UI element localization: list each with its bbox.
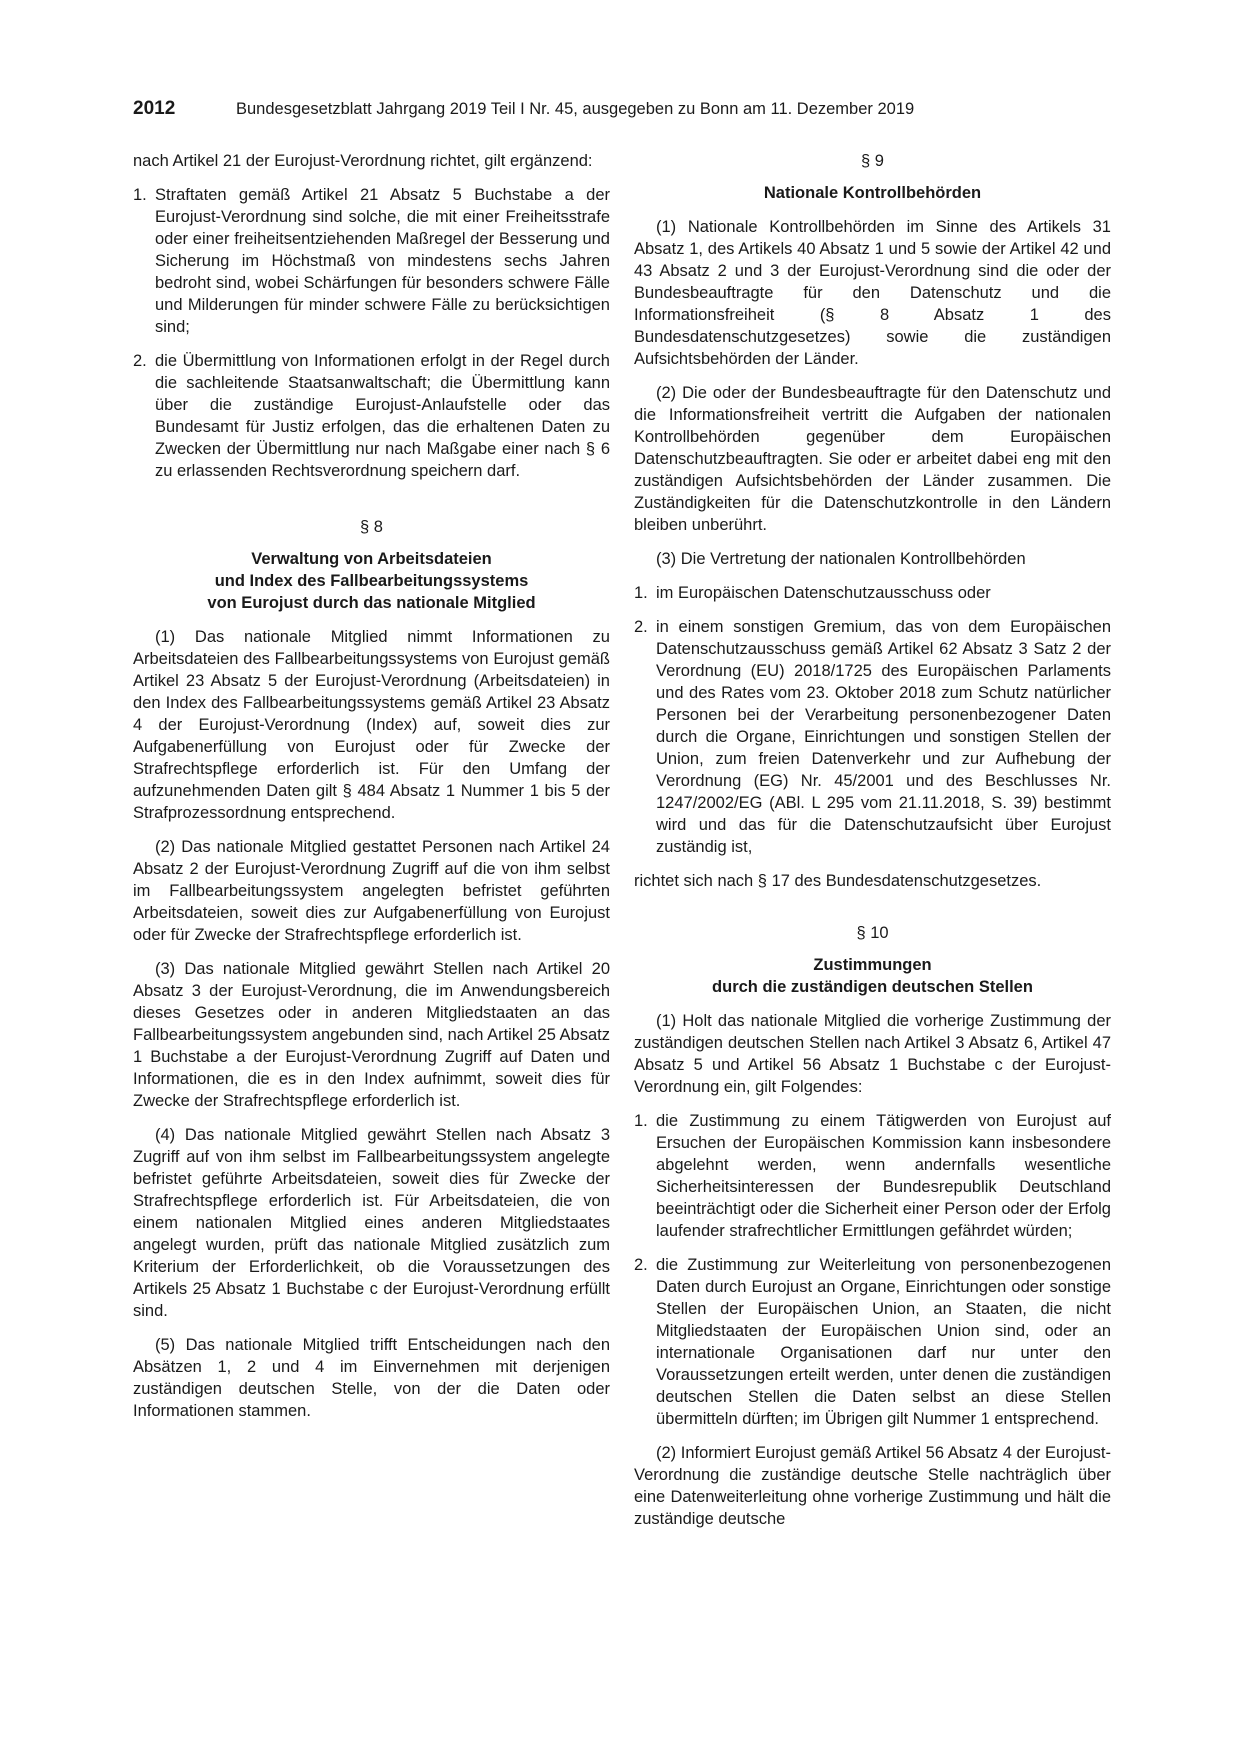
list-item-text: die Übermittlung von Informationen erfolgt in der Regel durch die sachleitende Staatsanwaltschaft; die Übermittlung kann über die zuständige Eurojust-Anlaufstelle oder das Bundesamt für Justiz erfolgen, das die erhaltenen Daten zu Zwecken der Übermittlung nur nach Maßgabe einer nach § 6 zu erlassenden Rechtsverordnung speichern darf.: [155, 352, 610, 480]
numbered-list: [133, 184, 610, 482]
list-item: [133, 184, 610, 338]
list-item-number: 2.: [634, 1256, 648, 1274]
paragraph: (4) Das nationale Mitglied gewährt Stellen nach Absatz 3 Zugriff auf von ihm selbst im Fallbearbeitungssystem angelegte befristet geführte Arbeitsdateien, soweit dies für Zwecke der Strafrechtspflege erforderlich ist. Für Arbeitsdateien, die von einem nationalen Mitglied eines anderen Mitgliedstaates angelegt wurden, prüft das nationale Mitglied zusätzlich zum Kriterium der Erforderlichkeit, ob die Voraussetzungen des Artikels 25 Absatz 1 Buchstabe c der Eurojust-Verordnung erfüllt sind.: [133, 1126, 610, 1320]
paragraph: (2) Die oder der Bundesbeauftragte für den Datenschutz und die Informationsfreiheit vertritt die Aufgaben der nationalen Kontrollbehörden gegenüber dem Europäischen Datenschutzbeauftragten. Sie oder er arbeitet dabei eng mit den zuständigen Aufsichtsbehörden der Länder zusammen. Die Zuständigkeiten für die Datenschutzkontrolle in den Ländern bleiben unberührt.: [634, 384, 1111, 534]
list-item: [133, 350, 610, 482]
right-column: [634, 150, 1111, 1542]
section-number-9: § 9: [861, 152, 884, 170]
paragraph: (3) Die Vertretung der nationalen Kontrollbehörden: [656, 550, 1026, 568]
list-item: [634, 1110, 1111, 1242]
page-header: [133, 98, 1108, 120]
section-title-line: von Eurojust durch das nationale Mitglied: [207, 594, 536, 612]
paragraph: (2) Das nationale Mitglied gestattet Personen nach Artikel 24 Absatz 2 der Eurojust-Verordnung Zugriff auf die von ihm selbst im Fallbearbeitungssystem angelegten befristet geführten Arbeitsdateien, soweit dies zur Aufgabenerfüllung von Eurojust oder für Zwecke der Strafrechtspflege erforderlich ist.: [133, 838, 610, 944]
list-item-text: in einem sonstigen Gremium, das von dem Europäischen Datenschutzausschuss gemäß Artikel 62 Absatz 3 Satz 2 der Verordnung (EU) 2018/1725 des Europäischen Parlaments und des Rates vom 23. Oktober 2018 zum Schutz natürlicher Personen bei der Verarbeitung personenbezogener Daten durch die Organe, Einrichtungen und sonstigen Stellen der Union, zum freien Datenverkehr und zur Aufhebung der Verordnung (EG) Nr. 45/2001 und des Beschlusses Nr. 1247/2002/EG (ABl. L 295 vom 21.11.2018, S. 39) bestimmt wird und das für die Datenschutzaufsicht über Eurojust zuständig ist,: [656, 618, 1111, 856]
section-title-line: Verwaltung von Arbeitsdateien: [251, 550, 492, 568]
list-item: [634, 582, 1111, 604]
list-item-number: 1.: [634, 584, 648, 602]
numbered-list: [634, 582, 1111, 858]
list-item-number: 2.: [634, 618, 648, 636]
list-item-text: die Zustimmung zu einem Tätigwerden von Eurojust auf Ersuchen der Europäischen Kommission kann insbesondere abgelehnt werden, wenn andernfalls wesentliche Sicherheitsinteressen der Bundesrepublik Deutschland beeinträchtigt oder die Sicherheit einer Person oder der Erfolg laufender strafrechtlicher Ermittlungen gefährdet würden;: [656, 1112, 1111, 1240]
list-item-number: 1.: [634, 1112, 648, 1130]
left-column: [133, 150, 610, 1434]
list-item: [634, 616, 1111, 858]
list-item-number: 2.: [133, 352, 147, 370]
paragraph: richtet sich nach § 17 des Bundesdatenschutzgesetzes.: [634, 872, 1042, 890]
section-title-line: Zustimmungen: [813, 956, 932, 974]
paragraph: (3) Das nationale Mitglied gewährt Stellen nach Artikel 20 Absatz 3 der Eurojust-Verordnung, die im Anwendungsbereich dieses Gesetzes oder in anderen Mitgliedstaaten an das Fallbearbeitungssystem angebunden sind, nach Artikel 25 Absatz 1 Buchstabe a der Eurojust-Verordnung Zugriff auf Daten und Informationen, die es in den Index aufnimmt, soweit dies für Zwecke der Strafrechtspflege erforderlich ist.: [133, 960, 610, 1110]
list-item: [634, 1254, 1111, 1430]
list-item-text: Straftaten gemäß Artikel 21 Absatz 5 Buchstabe a der Eurojust-Verordnung sind solche, die mit einer Freiheitsstrafe oder einer freiheitsentziehenden Maßregel der Besserung und Sicherung im Höchstmaß von mindestens sechs Jahren bedroht sind, wobei Schärfungen für besonders schwere Fälle und Milderungen für minder schwere Fälle zu berücksichtigen sind;: [155, 186, 610, 336]
page-number: 2012: [133, 98, 176, 119]
list-item-text: die Zustimmung zur Weiterleitung von personenbezogenen Daten durch Eurojust an Organe, Einrichtungen oder sonstige Stellen der Europäischen Union, an Staaten, die nicht Mitgliedstaaten der Europäischen Union sind, oder an internationale Organisationen darf nur unter den Voraussetzungen erteilt werden, unter denen die zuständigen deutschen Stellen die Daten selbst an diese Stellen übermitteln dürften; im Übrigen gilt Nummer 1 entsprechend.: [656, 1256, 1111, 1428]
paragraph: (1) Holt das nationale Mitglied die vorherige Zustimmung der zuständigen deutschen Stellen nach Artikel 3 Absatz 6, Artikel 47 Absatz 5 und Artikel 56 Absatz 1 Buchstabe c der Eurojust-Verordnung ein, gilt Folgendes:: [634, 1012, 1111, 1096]
paragraph: (1) Das nationale Mitglied nimmt Informationen zu Arbeitsdateien des Fallbearbeitungssystems von Eurojust gemäß Artikel 23 Absatz 5 der Eurojust-Verordnung (Arbeitsdateien) in den Index des Fallbearbeitungssystems gemäß Artikel 23 Absatz 4 der Eurojust-Verordnung (Index) auf, soweit dies zur Aufgabenerfüllung von Eurojust oder für Zwecke der Strafrechtspflege erforderlich ist. Für den Umfang der aufzunehmenden Daten gilt § 484 Absatz 1 Nummer 1 bis 5 der Strafprozessordnung entsprechend.: [133, 628, 610, 822]
list-item-text: im Europäischen Datenschutzausschuss oder: [656, 584, 991, 602]
section-title-8: [133, 548, 610, 614]
numbered-list: [634, 1110, 1111, 1430]
section-title-line: und Index des Fallbearbeitungssystems: [214, 572, 529, 590]
running-title: Bundesgesetzblatt Jahrgang 2019 Teil I Nr. 45, ausgegeben zu Bonn am 11. Dezember 2019: [236, 100, 915, 118]
section-title-line: durch die zuständigen deutschen Stellen: [712, 978, 1033, 996]
section-number-8: § 8: [360, 518, 383, 536]
paragraph: (2) Informiert Eurojust gemäß Artikel 56 Absatz 4 der Eurojust-Verordnung die zuständige deutsche Stelle nachträglich über eine Datenweiterleitung ohne vorherige Zustimmung und hält die zuständige deutsche: [634, 1444, 1111, 1528]
paragraph: (5) Das nationale Mitglied trifft Entscheidungen nach den Absätzen 1, 2 und 4 im Einvernehmen mit derjenigen zuständigen deutschen Stelle, von der die Daten oder Informationen stammen.: [133, 1336, 610, 1420]
section-title-line: Nationale Kontrollbehörden: [763, 184, 982, 202]
section-title-9: [634, 182, 1111, 204]
paragraph: (1) Nationale Kontrollbehörden im Sinne des Artikels 31 Absatz 1, des Artikels 40 Absatz 1 und 5 sowie der Artikel 42 und 43 Absatz 2 und 3 der Eurojust-Verordnung sind die oder der Bundesbeauftragte für den Datenschutz und die Informationsfreiheit (§ 8 Absatz 1 des Bundesdatenschutzgesetzes) sowie die zuständigen Aufsichtsbehörden der Länder.: [634, 218, 1111, 368]
list-item-number: 1.: [133, 186, 147, 204]
section-number-10: § 10: [856, 924, 889, 942]
intro-text: nach Artikel 21 der Eurojust-Verordnung richtet, gilt ergänzend:: [133, 152, 593, 170]
section-title-10: [634, 954, 1111, 998]
